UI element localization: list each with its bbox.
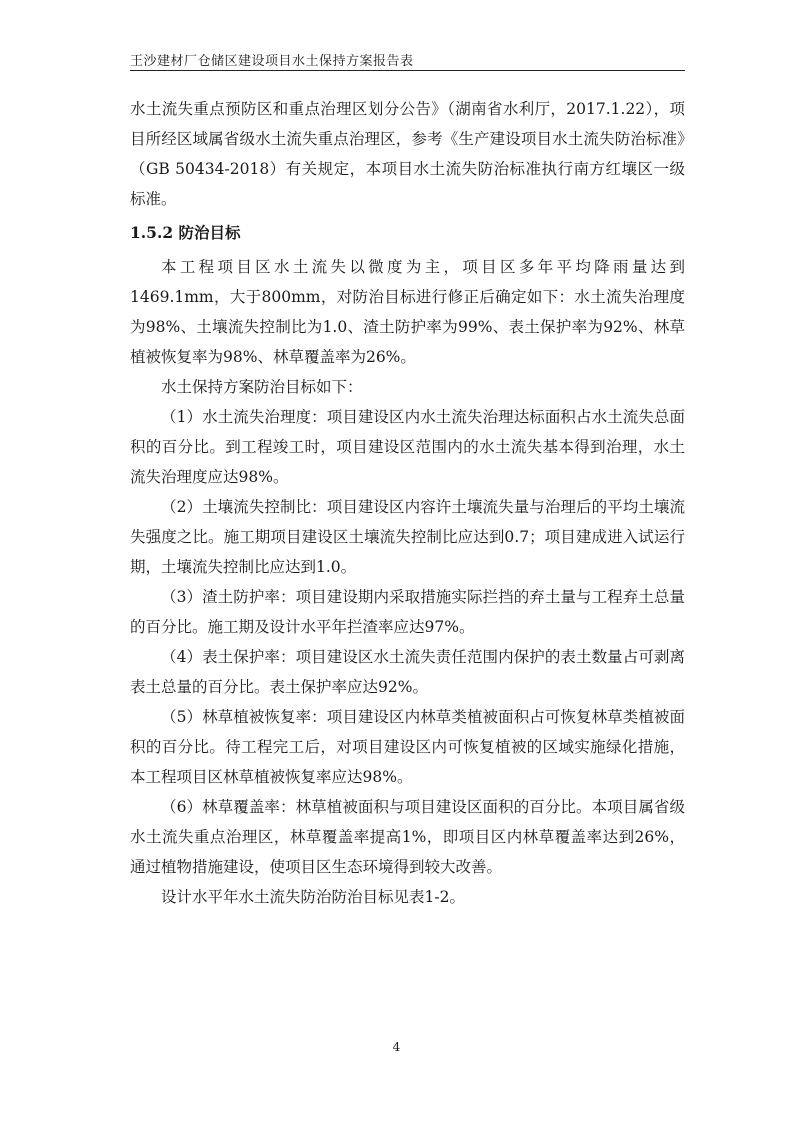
header-divider [130, 70, 685, 71]
paragraph-goal-2: （2）土壤流失控制比：项目建设区内容许土壤流失量与治理后的平均土壤流失强度之比。施工期项目建设区土壤流失控制比应达到0.7；项目建成进入试运行期，土壤流失控制比应达到1.0。 [130, 498, 685, 576]
paragraph-goal-3: （3）渣土防护率：项目建设期内采取措施实际拦挡的弃土量与工程弃土总量的百分比。施工期及设计水平年拦渣率应达97%。 [130, 588, 685, 636]
paragraph-goal-4: （4）表土保护率：项目建设区水土流失责任范围内保护的表土数量占可剥离表土总量的百分比。表土保护率应达92%。 [130, 648, 685, 696]
section-heading: 1.5.2 防治目标 [130, 223, 241, 242]
paragraph-goals-intro: 水土保持方案防治目标如下： [161, 378, 363, 396]
paragraph-goal-1: （1）水土流失治理度：项目建设区内水土流失治理达标面积占水土流失总面积的百分比。到工程竣工时，项目建设区范围内的水土流失基本得到治理，水土流失治理度应达98%。 [130, 408, 685, 486]
running-header: 王沙建材厂仓储区建设项目水土保持方案报告表 [130, 54, 414, 69]
paragraph-summary: 本工程项目区水土流失以微度为主，项目区多年平均降雨量达到1469.1mm，大于800mm，对防治目标进行修正后确定如下：水土流失治理度为98%、土壤流失控制比为1.0、渣土防护率为99%、表土保护率为92%、林草植被恢复率为98%、林草覆盖率为26%。 [130, 258, 685, 366]
document-body [130, 94, 685, 912]
paragraph-table-reference: 设计水平年水土流失防治防治目标见表1-2。 [161, 888, 465, 906]
page-number: 4 [392, 1040, 401, 1054]
paragraph-goal-6: （6）林草覆盖率：林草植被面积与项目建设区面积的百分比。本项目属省级水土流失重点治理区，林草覆盖率提高1%，即项目区内林草覆盖率达到26%，通过植物措施建设，使项目区生态环境得到较大改善。 [130, 798, 685, 876]
paragraph-goal-5: （5）林草植被恢复率：项目建设区内林草类植被面积占可恢复林草类植被面积的百分比。待工程完工后，对项目建设区内可恢复植被的区域实施绿化措施，本工程项目区林草植被恢复率应达98%。 [130, 708, 685, 786]
intro-paragraph: 水土流失重点预防区和重点治理区划分公告》（湖南省水利厅，2017.1.22），项目所经区域属省级水土流失重点治理区，参考《生产建设项目水土流失防治标准》（GB 50434-2018）有关规定，本项目水土流失防治标准执行南方红壤区一级标准。 [130, 100, 685, 208]
